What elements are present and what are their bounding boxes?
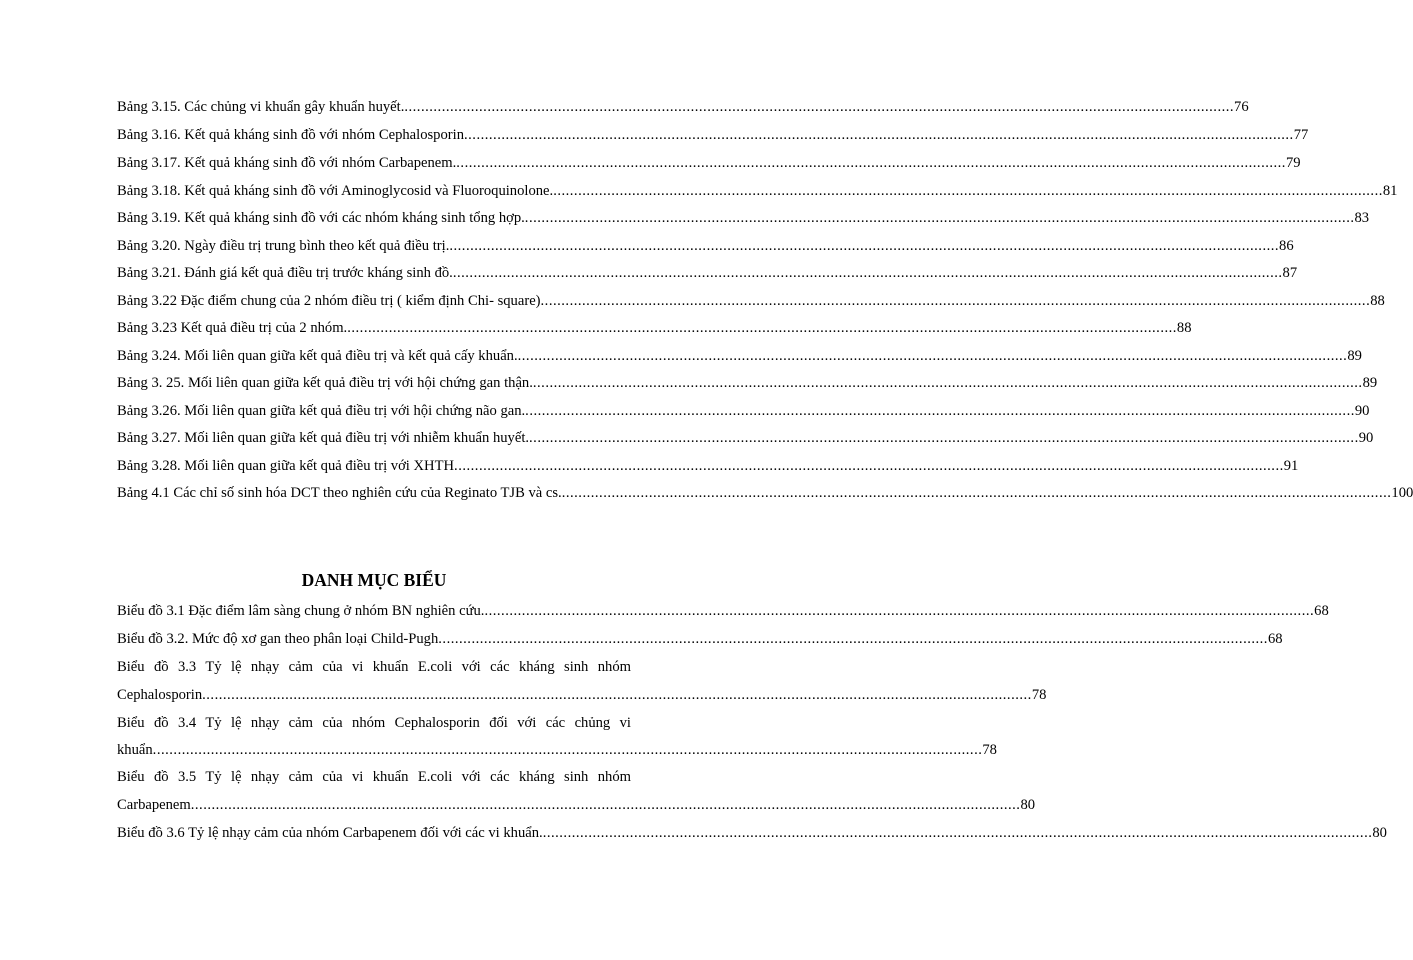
- dot-leader: ........................................................................................................................................................................................................: [454, 458, 1284, 474]
- charts-list-heading: DANH MỤC BIỂU: [301, 570, 447, 590]
- dot-leader: ........................................................................................................................................................................................................: [152, 742, 983, 758]
- dot-leader: ........................................................................................................................................................................................................: [190, 797, 1021, 813]
- toc-entry-table-3-28[interactable]: Bảng 3.28. Mối liên quan giữa kết quả điều trị với XHTH ........................................................................................................................................................................................................ 91: [117, 458, 1299, 474]
- dot-leader: ........................................................................................................................................................................................................: [540, 293, 1371, 309]
- dot-leader: ........................................................................................................................................................................................................: [524, 210, 1355, 226]
- dot-leader: ........................................................................................................................................................................................................: [525, 403, 1355, 419]
- dot-leader: ........................................................................................................................................................................................................: [464, 127, 1294, 143]
- dot-leader: ........................................................................................................................................................................................................: [542, 825, 1373, 841]
- dot-leader: ........................................................................................................................................................................................................: [561, 485, 1392, 501]
- toc-entry-chart-3-2[interactable]: Biểu đồ 3.2. Mức độ xơ gan theo phân loại Child-Pugh ........................................................................................................................................................................................................ 68: [117, 631, 1283, 647]
- toc-entry-chart-3-3-line1[interactable]: Biểu đồ 3.3 Tỷ lệ nhạy cảm của vi khuẩn E.coli với các kháng sinh nhóm: [117, 659, 631, 675]
- toc-entry-table-4-1[interactable]: Bảng 4.1 Các chỉ số sinh hóa DCT theo nghiên cứu của Reginato TJB và cs. ........................................................................................................................................................................................................ 100: [117, 485, 1413, 501]
- toc-entry-chart-3-1[interactable]: Biểu đồ 3.1 Đặc điểm lâm sàng chung ở nhóm BN nghiên cứu. ........................................................................................................................................................................................................ 68: [117, 603, 1329, 619]
- dot-leader: ........................................................................................................................................................................................................: [202, 687, 1032, 703]
- toc-entry-table-3-26[interactable]: Bảng 3.26. Mối liên quan giữa kết quả điều trị với hội chứng não gan. ........................................................................................................................................................................................................ 90: [117, 403, 1370, 419]
- toc-entry-table-3-18[interactable]: Bảng 3.18. Kết quả kháng sinh đồ với Aminoglycosid và Fluoroquinolone. ........................................................................................................................................................................................................ 81: [117, 183, 1398, 199]
- dot-leader: ........................................................................................................................................................................................................: [404, 99, 1235, 115]
- dot-leader: ........................................................................................................................................................................................................: [347, 320, 1177, 336]
- toc-entry-table-3-15[interactable]: Bảng 3.15. Các chủng vi khuẩn gây khuẩn huyết. ........................................................................................................................................................................................................ 76: [117, 99, 1249, 115]
- toc-entry-table-3-23[interactable]: Bảng 3.23 Kết quả điều trị của 2 nhóm. ........................................................................................................................................................................................................ 88: [117, 320, 1192, 336]
- toc-entry-table-3-22[interactable]: Bảng 3.22 Đặc điểm chung của 2 nhóm điều trị ( kiểm định Chi- square) ........................................................................................................................................................................................................ 88: [117, 293, 1385, 309]
- dot-leader: ........................................................................................................................................................................................................: [529, 430, 1359, 446]
- toc-entry-chart-3-6[interactable]: Biểu đồ 3.6 Tỷ lệ nhạy cảm của nhóm Carbapenem đối với các vi khuẩn. ........................................................................................................................................................................................................ 80: [117, 825, 1387, 841]
- toc-entry-table-3-25[interactable]: Bảng 3. 25. Mối liên quan giữa kết quả điều trị với hội chứng gan thận. ........................................................................................................................................................................................................ 89: [117, 375, 1378, 391]
- dot-leader: ........................................................................................................................................................................................................: [532, 375, 1363, 391]
- dot-leader: ........................................................................................................................................................................................................: [517, 348, 1348, 364]
- toc-entry-table-3-16[interactable]: Bảng 3.16. Kết quả kháng sinh đồ với nhóm Cephalosporin ........................................................................................................................................................................................................ 77: [117, 127, 1309, 143]
- toc-entry-table-3-21[interactable]: Bảng 3.21. Đánh giá kết quả điều trị trước kháng sinh đồ. ........................................................................................................................................................................................................ 87: [117, 265, 1298, 281]
- dot-leader: ........................................................................................................................................................................................................: [449, 238, 1280, 254]
- dot-leader: ........................................................................................................................................................................................................: [438, 631, 1268, 647]
- dot-leader: ........................................................................................................................................................................................................: [553, 183, 1383, 199]
- toc-entry-chart-3-3[interactable]: Cephalosporin ........................................................................................................................................................................................................ 78: [117, 687, 1047, 703]
- toc-entry-table-3-20[interactable]: Bảng 3.20. Ngày điều trị trung bình theo kết quả điều trị. ........................................................................................................................................................................................................ 86: [117, 238, 1294, 254]
- dot-leader: ........................................................................................................................................................................................................: [484, 603, 1315, 619]
- dot-leader: ........................................................................................................................................................................................................: [456, 155, 1286, 171]
- toc-entry-table-3-27[interactable]: Bảng 3.27. Mối liên quan giữa kết quả điều trị với nhiễm khuẩn huyết. ........................................................................................................................................................................................................ 90: [117, 430, 1374, 446]
- toc-entry-table-3-17[interactable]: Bảng 3.17. Kết quả kháng sinh đồ với nhóm Carbapenem. ........................................................................................................................................................................................................ 79: [117, 155, 1301, 171]
- toc-entry-table-3-19[interactable]: Bảng 3.19. Kết quả kháng sinh đồ với các nhóm kháng sinh tổng hợp. ........................................................................................................................................................................................................ 83: [117, 210, 1370, 226]
- toc-entry-chart-3-5-line1[interactable]: Biểu đồ 3.5 Tỷ lệ nhạy cảm của vi khuẩn E.coli với các kháng sinh nhóm: [117, 769, 631, 785]
- toc-entry-chart-3-5[interactable]: Carbapenem ........................................................................................................................................................................................................ 80: [117, 797, 1036, 813]
- toc-entry-chart-3-4[interactable]: khuẩn ........................................................................................................................................................................................................ 78: [117, 742, 997, 758]
- dot-leader: ........................................................................................................................................................................................................: [452, 265, 1283, 281]
- toc-entry-table-3-24[interactable]: Bảng 3.24. Mối liên quan giữa kết quả điều trị và kết quả cấy khuẩn. ........................................................................................................................................................................................................ 89: [117, 348, 1362, 364]
- toc-entry-chart-3-4-line1[interactable]: Biểu đồ 3.4 Tỷ lệ nhạy cảm của nhóm Cephalosporin đối với các chủng vi: [117, 715, 631, 731]
